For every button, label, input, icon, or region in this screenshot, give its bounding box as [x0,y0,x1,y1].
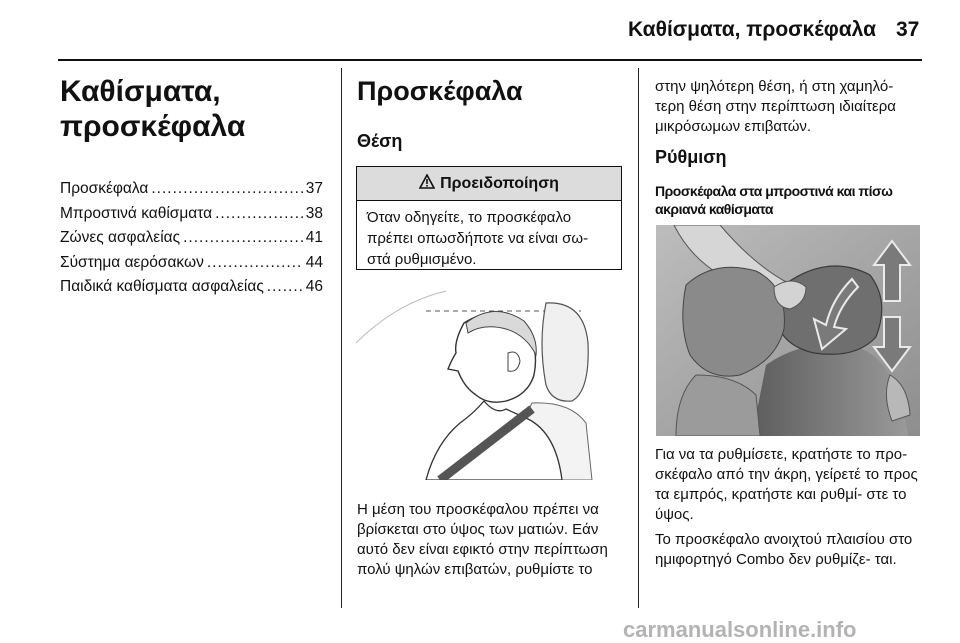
subsubsection-title: Προσκέφαλα στα μπροστινά και πίσω ακριανά καθίσματα [655,183,893,217]
watermark: carmanualsonline.info [623,617,857,642]
section-title: Προσκέφαλα [357,76,523,106]
warning-text: Όταν οδηγείτε, το προσκέφαλο πρέπει οπωσδήποτε να είναι σω- στά ρυθμισμένο. [367,209,589,268]
driver-headrest-illustration [356,283,620,480]
subsection-title: Ρύθμιση [655,147,727,167]
toc-entry-label: Σύστημα αερόσακων [60,253,204,271]
warning-triangle-icon [419,174,435,194]
toc-leader-dots [267,275,303,300]
headrest-adjustment-photo [656,225,920,436]
column-divider [638,68,639,608]
header-rule [58,59,922,61]
warning-title: Προειδοποίηση [440,174,559,192]
table-of-contents [60,177,323,300]
column-divider [341,68,342,608]
toc-entry[interactable] [60,275,323,300]
chapter-title: Καθίσματα, προσκέφαλα [60,75,246,143]
toc-entry-page: 37 [305,180,323,197]
toc-entry[interactable] [60,202,323,227]
subsection-title: Θέση [357,131,403,151]
running-header: Καθίσματα, προσκέφαλα [628,18,876,41]
combo-body-text: Το προσκέφαλο ανοιχτού πλαισίου στο ημιφορτηγό Combo δεν ρυθμίζε- ται. [655,531,913,568]
toc-entry[interactable] [60,177,323,202]
toc-leader-dots [183,226,303,251]
toc-leader-dots [151,177,302,202]
toc-entry-page: 38 [305,204,323,222]
warning-header [357,167,621,201]
page-number: 37 [896,18,920,41]
toc-entry[interactable] [60,251,323,276]
continued-body-text: στην ψηλότερη θέση, ή στη χαμηλό- τερη θέση στην περίπτωση ιδιαίτερα μικρόσωμων επιβατών. [655,78,896,135]
toc-entry-label: Μπροστινά καθίσματα [60,204,213,222]
toc-entry-label: Ζώνες ασφαλείας [60,229,181,246]
toc-leader-dots [215,202,303,227]
toc-entry-page: 44 [305,253,323,271]
toc-entry-label: Παιδικά καθίσματα ασφαλείας [60,278,264,295]
toc-entry-label: Προσκέφαλα [60,180,149,197]
position-body-text: Η μέση του προσκέφαλου πρέπει να βρίσκεται στο ύψος των ματιών. Εάν αυτό δεν είναι εφικτό στην περίπτωση πολύ ψηλών επιβατών, ρυθμίστε το [357,501,608,578]
warning-box [356,166,622,270]
toc-entry-page: 46 [305,278,323,295]
toc-leader-dots [207,251,303,276]
toc-entry[interactable] [60,226,323,251]
adjustment-body-text: Για να τα ρυθμίσετε, κρατήστε το προ- σκέφαλο από την άκρη, γείρετέ το προς τα εμπρός, κρατήστε και ρυθμί- στε το ύψος. [655,446,918,523]
toc-entry-page: 41 [305,229,323,246]
